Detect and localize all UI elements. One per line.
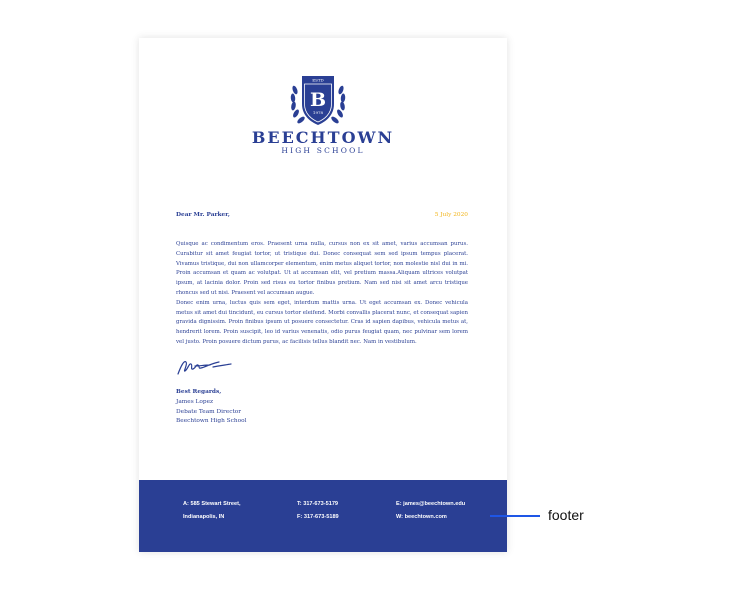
footer-address-line1: A: 585 Stewart Street, bbox=[183, 501, 241, 507]
svg-text:B: B bbox=[309, 89, 327, 111]
sender-name: James Lopez bbox=[176, 398, 214, 405]
closing-block bbox=[176, 388, 246, 427]
footer bbox=[139, 480, 507, 552]
footer-address bbox=[183, 498, 241, 523]
sender-org: Beechtown High School bbox=[176, 418, 247, 425]
footer-phone-f: F: 317-673-5189 bbox=[297, 513, 339, 520]
school-subtitle: HIGH SCHOOL bbox=[281, 146, 365, 155]
footer-web: W: beechtown.com bbox=[396, 513, 447, 520]
body-paragraph-2: Donec enim urna, luctus quis sem eget, interdum mattis urna. Ut eget accumsan ex. Donec vehicula metus sit amet dui tincidunt, eu cursus tortor eleifend. Morbi convallis placerat nunc, et consequat sapien gravida dignissim. Proin finibus ipsum ut posuere consectetur. Cras id sapien dapibus, vehicula metus at, hendrerit lorem. Proin suscipit, leo id varius venenatis, odio purus feugiat quam, nec pulvinar sem lorem vel justo. Proin posuere dictum purus, ac facilisis tellus blandit nec. Nam in vestibulum. bbox=[176, 299, 468, 345]
signature-icon bbox=[175, 354, 235, 378]
letter-body bbox=[176, 240, 468, 348]
footer-phones bbox=[297, 498, 339, 523]
svg-text:1978: 1978 bbox=[312, 110, 324, 115]
footer-phone-t: T: 317-673-5179 bbox=[297, 501, 339, 507]
svg-text:ESTD: ESTD bbox=[312, 77, 324, 83]
footer-address-line2: Indianapolis, IN bbox=[183, 513, 225, 520]
school-name: BEECHTOWN bbox=[251, 128, 395, 147]
footer-callout-label: footer bbox=[548, 507, 584, 523]
body-paragraph-1: Quisque ac condimentum eros. Praesent urna nulla, cursus non ex sit amet, varius accumsan purus. Curabitur sit amet feugiat tortor, ut tristique dui. Donec consequat sem sed ipsum tempus placerat. Vivamus tristique, dui non ullamcorper elementum, enim metus aliquet tortor, non molestie nisl dui in mi. Proin accumsan et quam ac volutpat. Ut at accumsan elit, vel pretium massa.Aliquam ultrices volutpat ipsum, at lacinia dolor. Proin sed risus eu tortor finibus pretium. Nam sed nisi sit amet arcu tristique rhoncus sed ut nisi. Praesent vel accumsan augue. bbox=[176, 241, 468, 296]
footer-callout-line bbox=[490, 515, 540, 517]
footer-contact bbox=[396, 498, 465, 523]
letter-date: 5 July 2020 bbox=[434, 212, 468, 218]
footer-email: E: james@beechtown.edu bbox=[396, 501, 466, 507]
sender-title: Debate Team Director bbox=[176, 408, 242, 415]
letterhead-page bbox=[139, 38, 507, 552]
salutation: Dear Mr. Parker, bbox=[176, 212, 230, 218]
closing-line: Best Regards, bbox=[176, 389, 222, 395]
